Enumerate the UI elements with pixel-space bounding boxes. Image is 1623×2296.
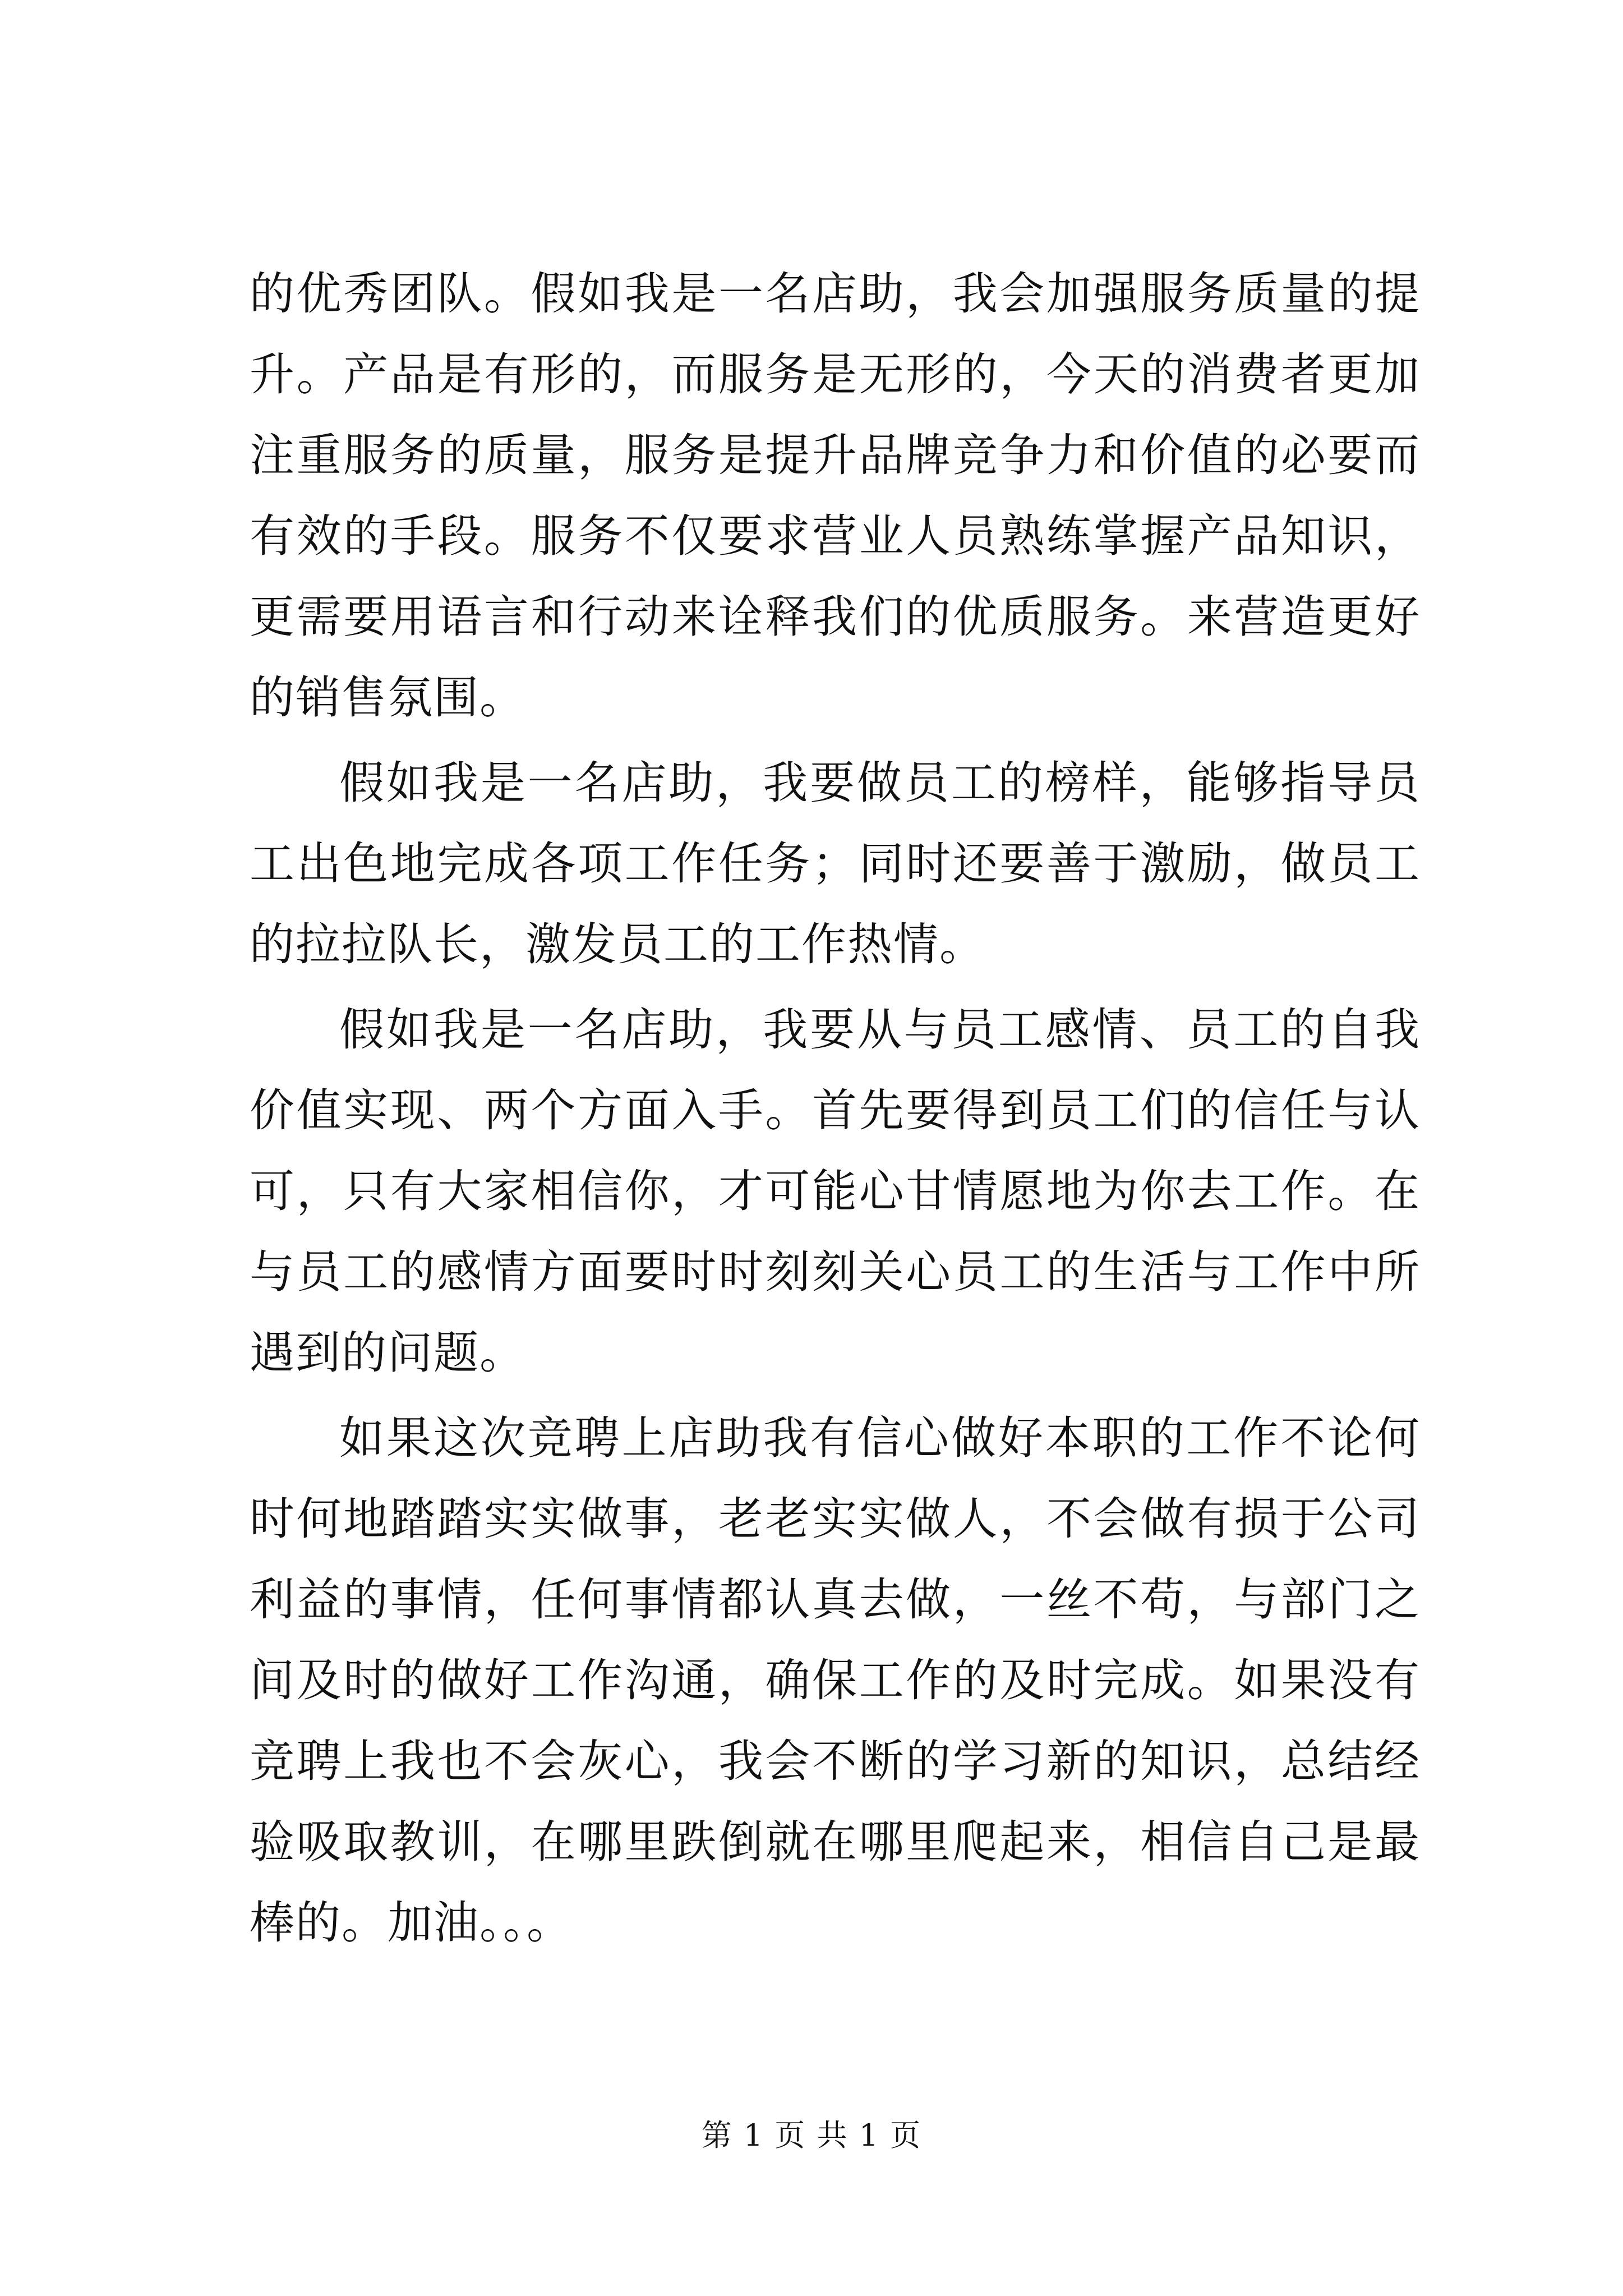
page-number-footer: 第 1 页 共 1 页 (701, 2118, 922, 2153)
paragraph-employee-relations: 假如我是一名店助，我要从与员工感情、员工的自我价值实现、两个方面入手。首先要得到员工们的信任与认可，只有大家相信你，才可能心甘情愿地为你去工作。在与员工的感情方面要时时刻刻关心员工的生活与工作中所遇到的问题。 (250, 1004, 1421, 1379)
paragraph-continuation: 的优秀团队。假如我是一名店助，我会加强服务质量的提升。产品是有形的，而服务是无形的，今天的消费者更加注重服务的质量，服务是提升品牌竞争力和价值的必要而有效的手段。服务不仅要求营业人员熟练掌握产品知识，更需要用语言和行动来诠释我们的优质服务。来营造更好的销售氛围。 (250, 268, 1421, 724)
paragraph-commitment: 如果这次竞聘上店助我有信心做好本职的工作不论何时何地踏踏实实做事，老老实实做人，不会做有损于公司利益的事情，任何事情都认真去做，一丝不苟，与部门之间及时的做好工作沟通，确保工作的及时完成。如果没有竞聘上我也不会灰心，我会不断的学习新的知识，总结经验吸取教训，在哪里跌倒就在哪里爬起来，相信自己是最棒的。加油。。。 (250, 1412, 1421, 1949)
paragraph-role-model: 假如我是一名店助，我要做员工的榜样，能够指导员工出色地完成各项工作任务；同时还要善于激励，做员工的拉拉队长，激发员工的工作热情。 (250, 757, 1421, 970)
document-body (250, 254, 1421, 1963)
